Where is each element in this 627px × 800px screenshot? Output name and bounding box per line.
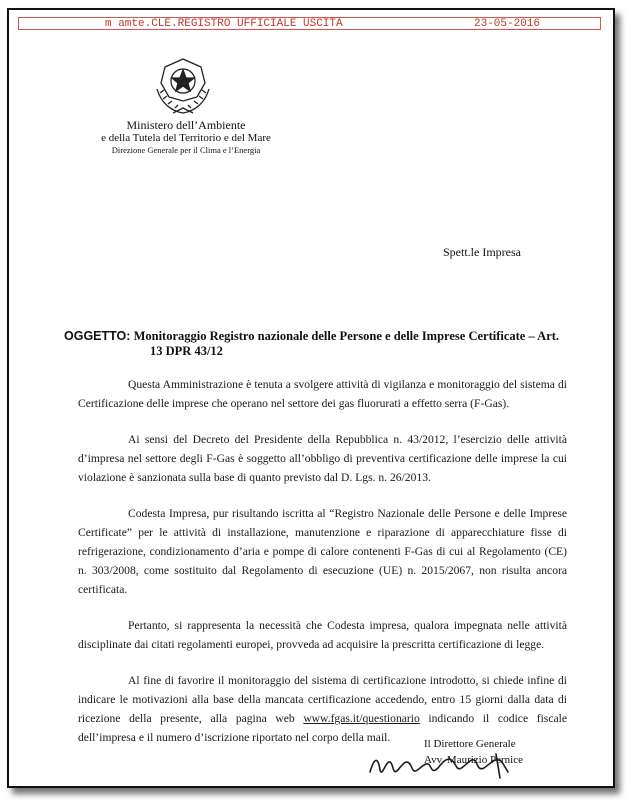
protocol-date: 23-05-2016 <box>474 18 541 30</box>
protocol-stamp <box>18 17 601 30</box>
letter-body <box>78 375 567 764</box>
addressee: Spett.le Impresa <box>443 245 521 259</box>
paragraph-2: Ai sensi del Decreto del Presidente della Repubblica n. 43/2012, l’esercizio delle attività d’impresa nel settore degli F-Gas è soggetto all’obbligo di preventiva certificazione delle imprese la cui violazione è sanzionata sulla base di quanto previsto dal D. Lgs. n. 26/2013. <box>78 433 567 484</box>
subject-label: OGGETTO: <box>64 329 131 343</box>
paragraph-4: Pertanto, si rappresenta la necessità che Codesta impresa, qualora impegnata nelle attività disciplinate dai citati regolamenti europei, provveda ad acquisire la prescritta certificazione di legge. <box>78 619 567 651</box>
paragraph-5-text-end: indicando il codice fiscale dell’impresa e il numero d’iscrizione riportato nel corpo della mail. <box>78 712 567 744</box>
handwritten-signature <box>368 748 518 782</box>
subject-text-line2: 13 DPR 43/12 <box>150 344 223 358</box>
ministry-header <box>96 118 276 156</box>
paragraph-5-text: Al fine di favorire il monitoraggio del sistema di certificazione introdotto, si chiede infine di indicare le motivazioni alla base della mancata certificazione accedendo, entro 15 giorni dalla data di ricezione della presente, alla pagina web <box>78 674 567 725</box>
paragraph-3: Codesta Impresa, pur risultando iscritta al “Registro Nazionale delle Persone e delle Imprese Certificate” per le attività di installazione, manutenzione e riparazione di apparecchiature fisse di refrigerazione, condizionamento d’aria e pompe di calore contenenti F-Gas di cui al Regolamento (CE) n. 303/2008, come sostituito dal Regolamento di esecuzione (UE) n. 2015/2067, non risulta ancora certificata. <box>78 507 567 596</box>
subject-text-line1: Monitoraggio Registro nazionale delle Persone e delle Imprese Certificate – Art. <box>133 329 560 343</box>
directorate-name: Direzione Generale per il Clima e l’Energia <box>111 145 261 155</box>
paragraph-1: Questa Amministrazione è tenuta a svolgere attività di vigilanza e monitoraggio del sistema di Certificazione delle imprese che operano nel settore dei gas fluorurati a effetto serra (F-Gas). <box>78 378 567 410</box>
questionnaire-link[interactable]: www.fgas.it/questionario <box>303 712 420 725</box>
italian-republic-emblem-icon <box>147 53 219 119</box>
signatory-title: Il Direttore Generale <box>424 738 516 750</box>
ministry-name: Ministero dell’Ambiente <box>126 118 246 132</box>
protocol-reference: m amte.CLE.REGISTRO UFFICIALE USCITA <box>105 18 343 30</box>
signatory-name: Avv. Maurizio Pernice <box>424 754 523 766</box>
ministry-subtitle: e della Tutela del Territorio e del Mare <box>101 132 271 144</box>
subject-line <box>64 329 564 359</box>
